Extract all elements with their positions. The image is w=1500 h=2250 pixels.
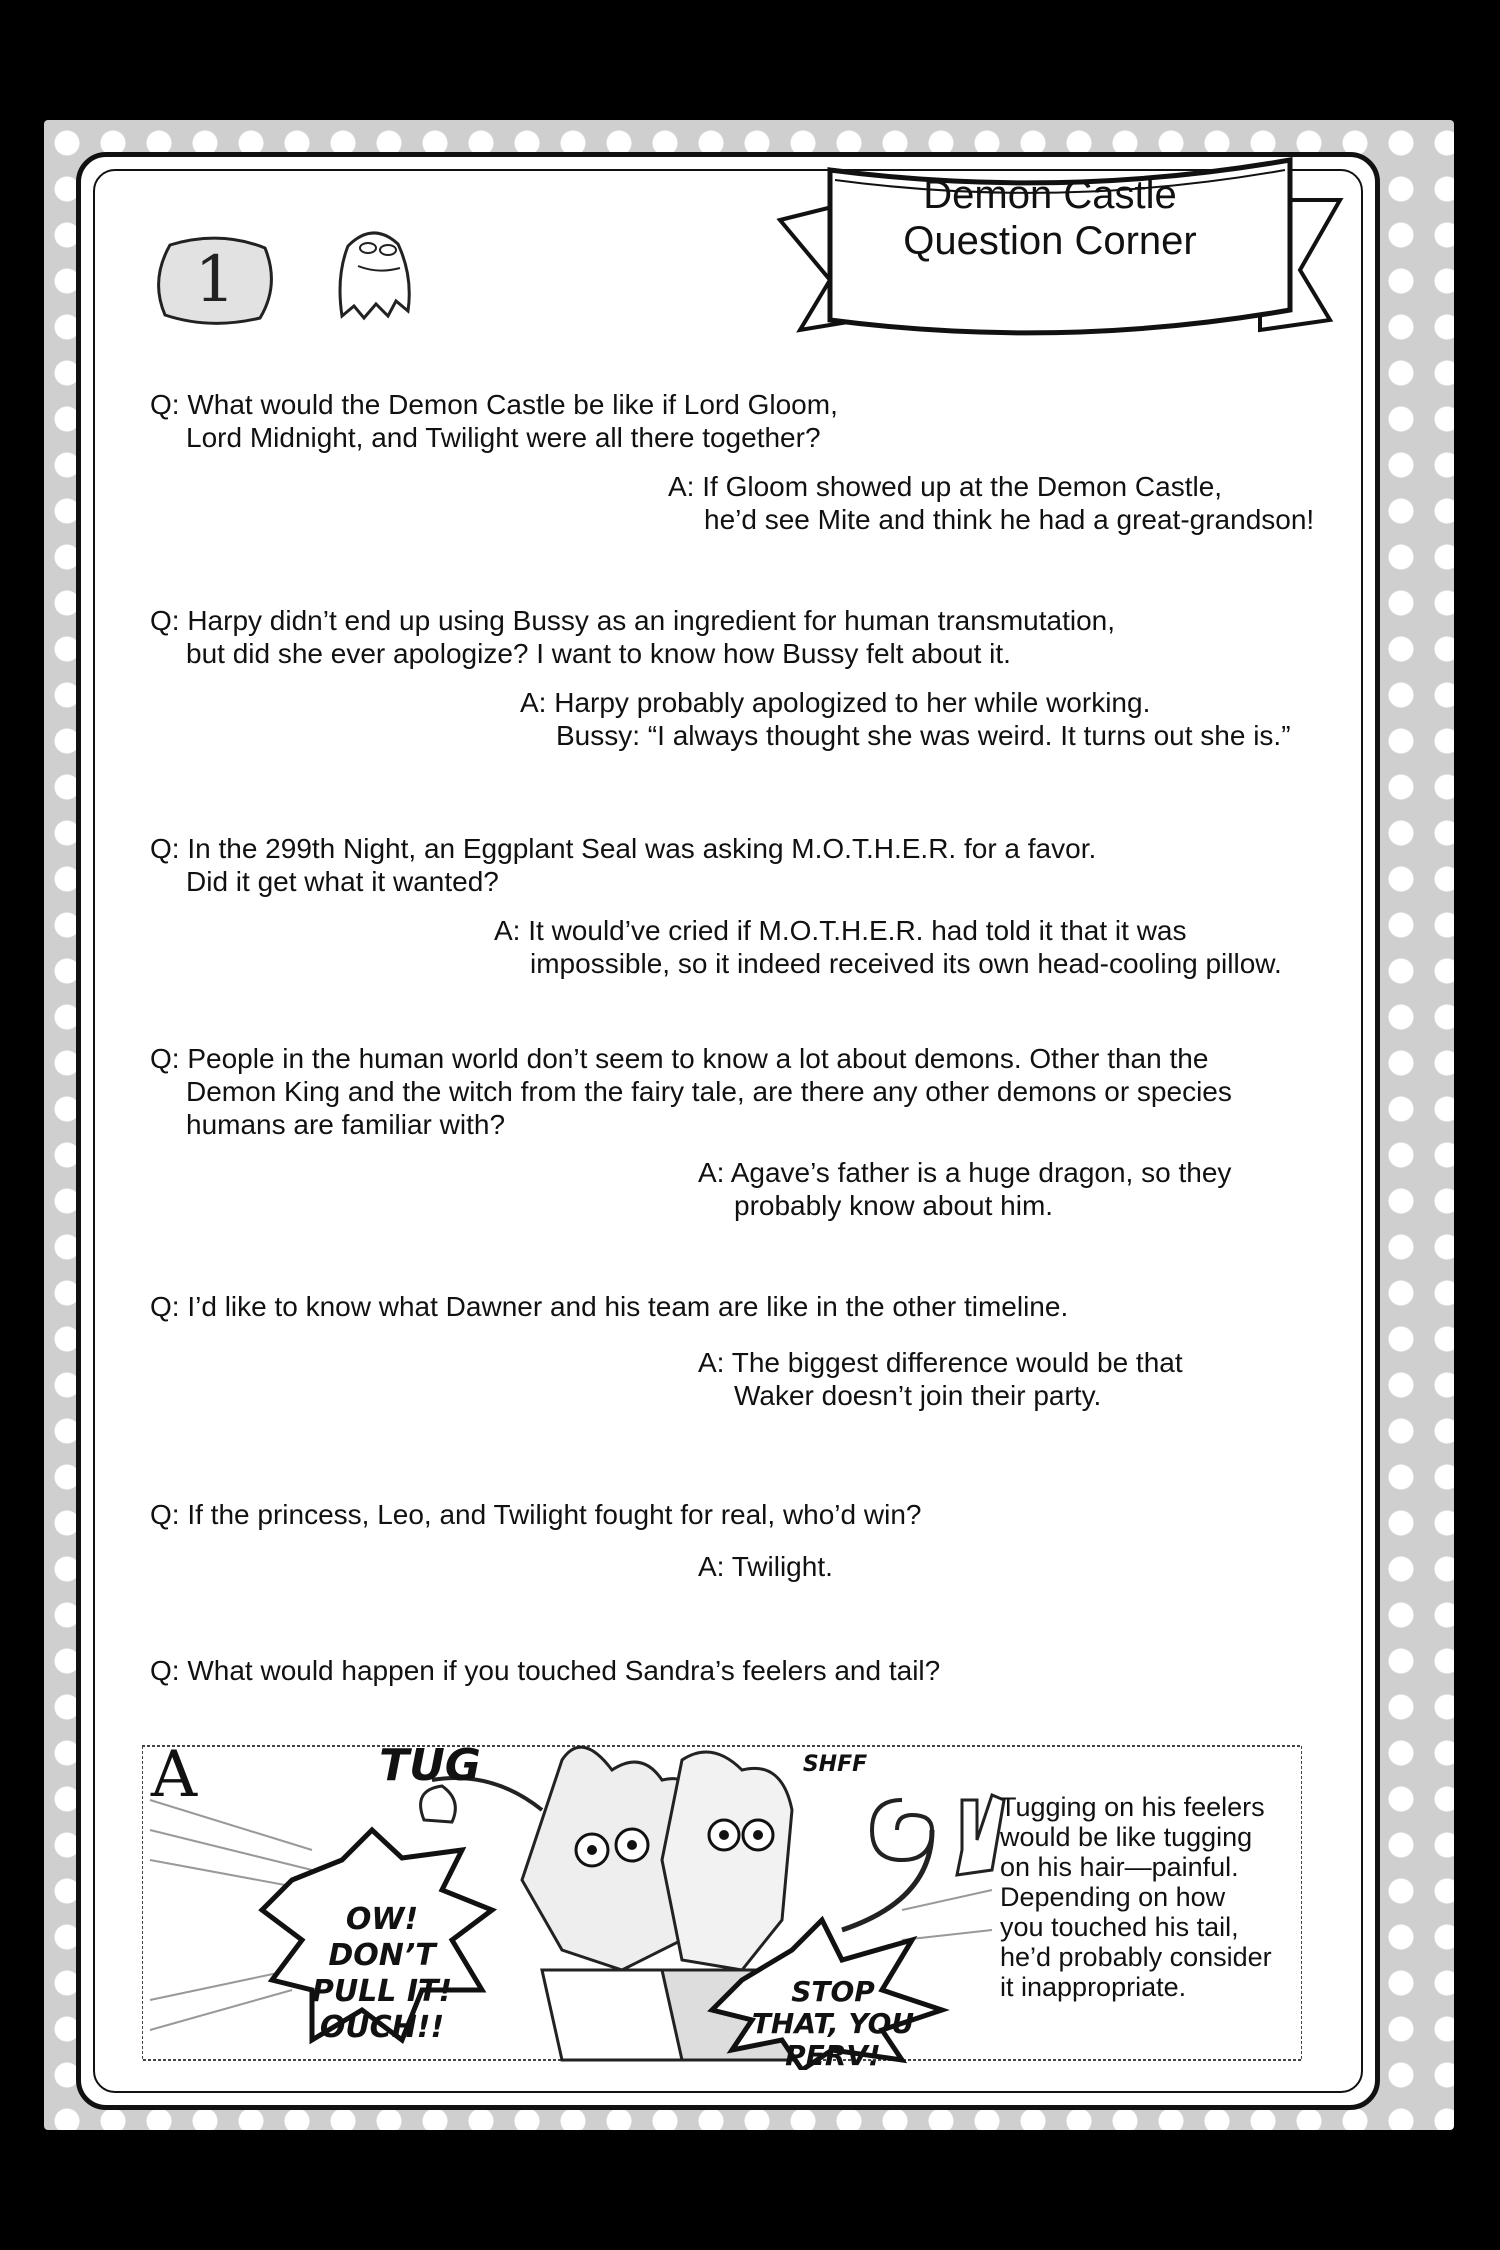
- speech-bubble-left: [282, 1902, 482, 2046]
- comic-answer-line-3: on his hair—painful.: [1000, 1852, 1239, 1882]
- speech-bubble-right-line-2: THAT, YOU: [751, 2007, 915, 2040]
- question-4-line-3: humans are familiar with?: [186, 1109, 506, 1140]
- speech-bubble-right-line-3: PERV!: [785, 2039, 881, 2072]
- speech-bubble-left-line-4: OUCH!!: [319, 2010, 445, 2045]
- answer-1-line-1: A: If Gloom showed up at the Demon Castle,: [668, 471, 1223, 502]
- answer-5: [698, 1346, 1183, 1412]
- speech-bubble-left-line-1: OW!: [345, 1902, 419, 1937]
- answer-4-line-2: probably know about him.: [734, 1190, 1054, 1221]
- question-5: [150, 1290, 1068, 1323]
- answer-4-line-1: A: Agave’s father is a huge dragon, so they: [698, 1157, 1232, 1188]
- answer-6: [698, 1550, 833, 1583]
- sfx-tug: TUG: [379, 1740, 481, 1791]
- question-4-line-2: Demon King and the witch from the fairy tale, are there any other demons or species: [186, 1076, 1232, 1107]
- banner-title-line2: Question Corner: [903, 219, 1197, 263]
- speech-bubble-left-line-3: PULL IT!: [311, 1974, 453, 2009]
- sfx-shff: SHFF: [802, 1752, 868, 1777]
- comic-answer-line-1: Tugging on his feelers: [1000, 1792, 1265, 1822]
- answer-2: [520, 686, 1291, 752]
- chapter-number: 1: [194, 243, 236, 317]
- question-6-line-1: Q: If the princess, Leo, and Twilight fought for real, who’d win?: [150, 1499, 922, 1530]
- answer-3: [494, 914, 1282, 980]
- answer-1: [668, 470, 1314, 536]
- answer-5-line-1: A: The biggest difference would be that: [698, 1347, 1183, 1378]
- speech-bubble-left-line-2: DON’T: [328, 1938, 436, 1973]
- question-7: [150, 1654, 940, 1687]
- answer-2-line-1: A: Harpy probably apologized to her while working.: [520, 687, 1151, 718]
- speech-bubble-right: [738, 1976, 928, 2072]
- answer-2-line-2: Bussy: “I always thought she was weird. It turns out she is.”: [556, 720, 1291, 751]
- question-4: [150, 1042, 1232, 1141]
- comic-answer-line-4: Depending on how: [1000, 1882, 1226, 1912]
- question-3-line-2: Did it get what it wanted?: [186, 866, 499, 897]
- comic-answer-line-5: you touched his tail,: [1000, 1912, 1239, 1942]
- comic-answer-line-6: he’d probably consider: [1000, 1942, 1272, 1972]
- ghost-mascot-icon: [318, 216, 428, 336]
- question-1-line-1: Q: What would the Demon Castle be like if Lord Gloom,: [150, 389, 838, 420]
- question-1: [150, 388, 838, 454]
- question-2: [150, 604, 1115, 670]
- banner-title: [850, 172, 1250, 264]
- question-1-line-2: Lord Midnight, and Twilight were all there together?: [186, 422, 821, 453]
- answer-5-line-2: Waker doesn’t join their party.: [734, 1380, 1102, 1411]
- question-3-line-1: Q: In the 299th Night, an Eggplant Seal was asking M.O.T.H.E.R. for a favor.: [150, 833, 1097, 864]
- question-2-line-1: Q: Harpy didn’t end up using Bussy as an ingredient for human transmutation,: [150, 605, 1115, 636]
- question-2-line-2: but did she ever apologize? I want to know how Bussy felt about it.: [186, 638, 1011, 669]
- question-5-line-1: Q: I’d like to know what Dawner and his team are like in the other timeline.: [150, 1291, 1069, 1322]
- banner-title-line1: Demon Castle: [923, 173, 1177, 217]
- comic-answer-text: [1000, 1792, 1320, 2002]
- speech-bubble-right-line-1: STOP: [791, 1975, 875, 2008]
- question-4-line-1: Q: People in the human world don’t seem to know a lot about demons. Other than the: [150, 1043, 1209, 1074]
- answer-4: [698, 1156, 1231, 1222]
- answer-6-line-1: A: Twilight.: [698, 1551, 833, 1582]
- answer-1-line-2: he’d see Mite and think he had a great-grandson!: [704, 504, 1315, 535]
- answer-3-line-1: A: It would’ve cried if M.O.T.H.E.R. had told it that it was: [494, 915, 1187, 946]
- comic-answer-line-2: would be like tugging: [1000, 1822, 1253, 1852]
- comic-answer-line-7: it inappropriate.: [1000, 1972, 1187, 2002]
- answer-3-line-2: impossible, so it indeed received its own head-cooling pillow.: [530, 948, 1282, 979]
- comic-answer-mark: A: [150, 1738, 198, 1812]
- question-3: [150, 832, 1096, 898]
- question-6: [150, 1498, 921, 1531]
- question-7-line-1: Q: What would happen if you touched Sandra’s feelers and tail?: [150, 1655, 941, 1686]
